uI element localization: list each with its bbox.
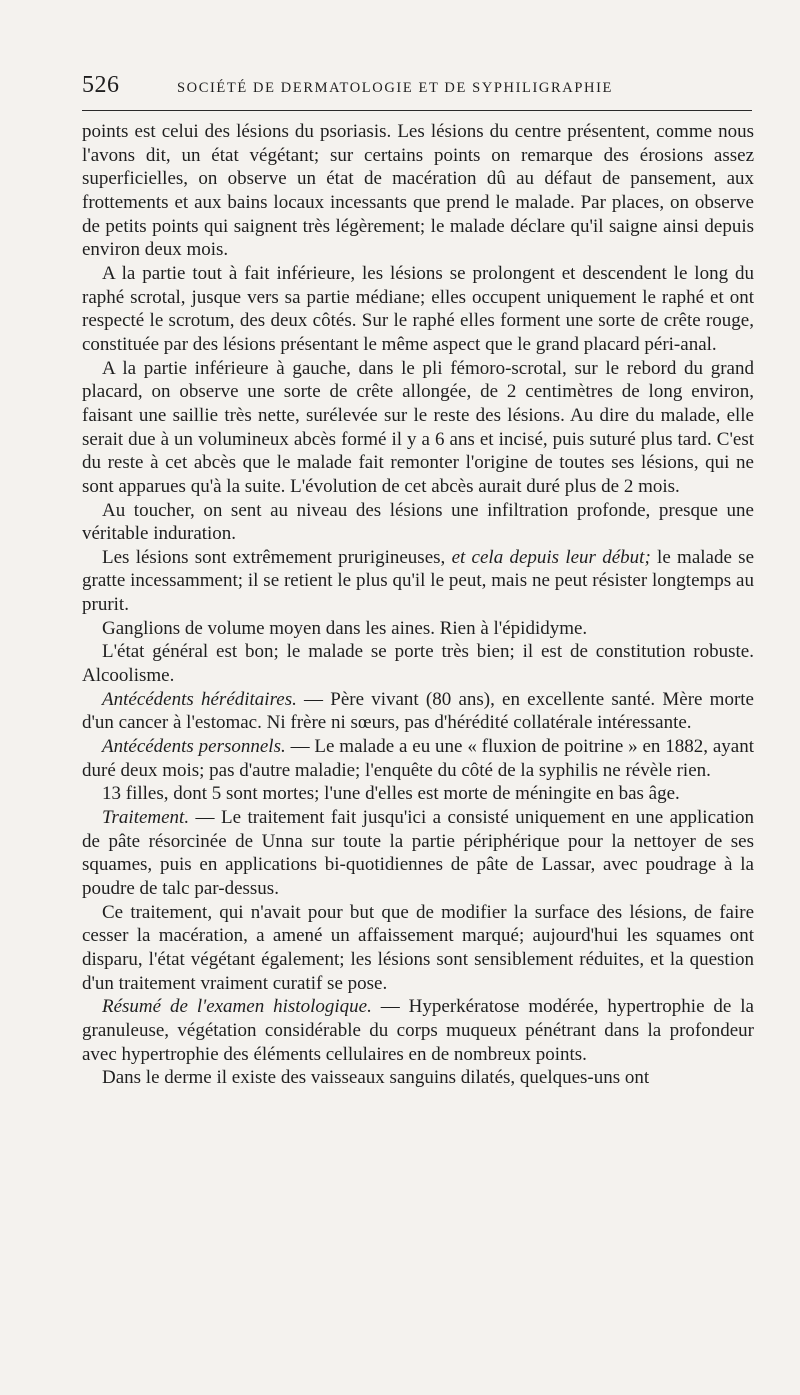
paragraph: points est celui des lésions du psoriasis. Les lésions du centre présentent, comme nous l'avons dit, un état végétant; sur certains points on remarque des érosions assez superficielles, on observe un état de macération dû au défaut de pansement, aux frottements et aux bains locaux incessants que prend le malade. Par places, on observe de petits points qui saignent très légèrement; le malade déclare qu'il saigne ainsi depuis environ deux mois. [82, 121, 754, 261]
header-rule [82, 110, 752, 111]
section-heading: Traitement. [102, 807, 190, 829]
paragraph: Résumé de l'examen histologique. — Hyperkératose modérée, hypertrophie de la granuleuse, végétation considérable du corps muqueux pénétrant dans la profondeur avec hypertrophie des éléments cellulaires en de nombreux points. [82, 996, 754, 1065]
paragraph: Ganglions de volume moyen dans les aines. Rien à l'épididyme. [102, 617, 588, 639]
page-number: 526 [82, 72, 120, 98]
section-heading: Antécédents héréditaires. [102, 688, 297, 710]
paragraph: Ce traitement, qui n'avait pour but que de modifier la surface des lésions, de faire cesser la macération, a amené un affaissement marqué; aujourd'hui les squames ont disparu, l'état végétant également; les lésions sont sensiblement réduites, et la question d'un traitement vraiment curatif se pose. [82, 901, 754, 994]
paragraph: A la partie tout à fait inférieure, les lésions se prolongent et descendent le long du raphé scrotal, jusque vers sa partie médiane; elles occupent uniquement le raphé et ont respecté le scrotum, des deux côtés. Sur le raphé elles forment une sorte de crête rouge, constituée par des lésions présentant le même aspect que le grand placard péri-anal. [82, 262, 754, 355]
paragraph: Antécédents personnels. — Le malade a eu une « fluxion de poitrine » en 1882, ayant duré deux mois; pas d'autre maladie; l'enquête du côté de la syphilis ne révèle rien. [82, 736, 754, 781]
running-head: SOCIÉTÉ DE DERMATOLOGIE ET DE SYPHILIGRAPHIE [177, 80, 613, 96]
emphasis: et cela depuis leur début; [451, 546, 651, 568]
section-heading: Résumé de l'examen histologique. [102, 996, 372, 1018]
paragraph: Dans le derme il existe des vaisseaux sanguins dilatés, quelques-uns ont [102, 1067, 650, 1089]
page-header [82, 64, 752, 106]
paragraph: A la partie inférieure à gauche, dans le pli fémoro-scrotal, sur le rebord du grand placard, on observe une sorte de crête allongée, de 2 centimètres de long environ, faisant une saillie très nette, surélevée sur le reste des lésions. Au dire du malade, elle serait due à un volumineux abcès formé il y a 6 ans et incisé, puis suturé plus tard. C'est du reste à cet abcès que le malade fait remonter l'origine de toutes ses lésions, qui ne sont apparues qu'à la suite. L'évolution de cet abcès aurait duré plus de 2 mois. [82, 357, 754, 497]
paragraph: Antécédents héréditaires. — Père vivant (80 ans), en excellente santé. Mère morte d'un cancer à l'estomac. Ni frère ni sœurs, pas d'hérédité collatérale intéressante. [82, 688, 754, 734]
section-heading: Antécédents personnels. [102, 736, 286, 758]
paragraph: Au toucher, on sent au niveau des lésions une infiltration profonde, presque une véritable induration. [82, 499, 754, 545]
paragraph: Traitement. — Le traitement fait jusqu'ici a consisté uniquement en une application de pâte résorcinée de Unna sur toute la partie périphérique pour la nettoyer de ses squames, puis en applications bi-quotidiennes de pâte de Lassar, avec poudrage à la poudre de talc par-dessus. [82, 807, 754, 899]
paragraph: Les lésions sont extrêmement prurigineuses, et cela depuis leur début; le malade se gratte incessamment; il se retient le plus qu'il le peut, mais ne peut résister longtemps au prurit. [82, 546, 755, 616]
paragraph: L'état général est bon; le malade se porte très bien; il est de constitution robuste. Alcoolisme. [82, 641, 754, 687]
body-text [82, 120, 754, 1090]
paragraph: 13 filles, dont 5 sont mortes; l'une d'elles est morte de méningite en bas âge. [102, 783, 680, 805]
